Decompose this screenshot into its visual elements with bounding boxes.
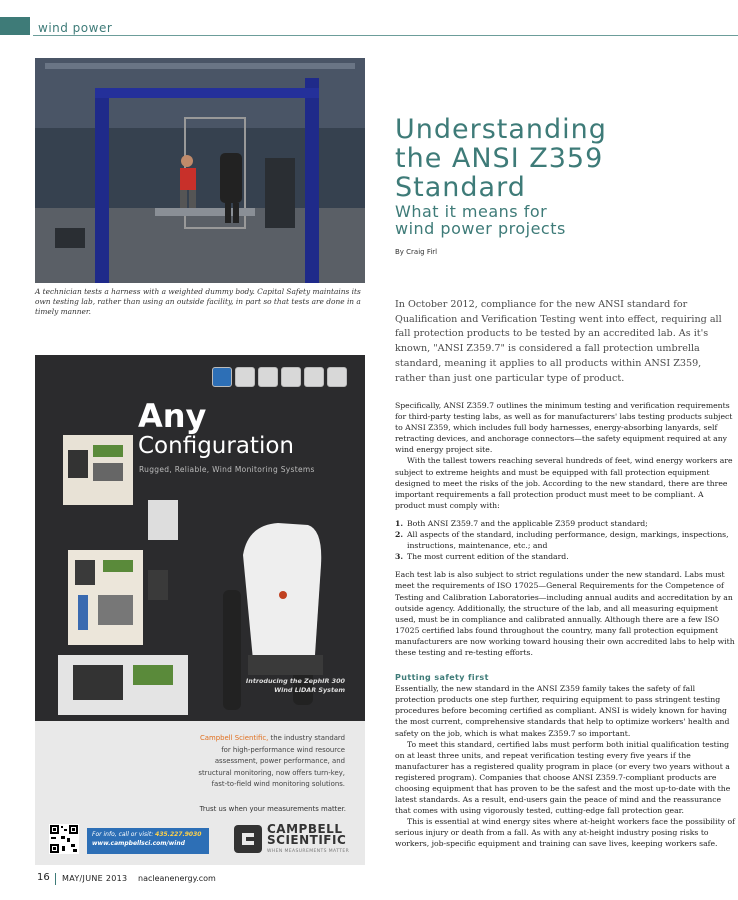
ad-product-illustration	[53, 415, 353, 715]
photo-illustration	[35, 58, 365, 283]
bridge-icon	[327, 367, 347, 387]
list-number: 1.	[395, 518, 404, 528]
cs-logo-line: CAMPBELL	[267, 822, 343, 836]
tower-icon	[304, 367, 324, 387]
requirements-list	[395, 518, 735, 562]
list-text: The most current edition of the standard.	[407, 552, 569, 562]
ad-contact-label: For info, call or visit:	[92, 831, 154, 838]
tools-icon	[258, 367, 278, 387]
site-url[interactable]: nacleanenergy.com	[138, 874, 216, 883]
advertisement[interactable]	[35, 355, 365, 865]
ad-headline-2: Configuration	[138, 433, 294, 459]
ad-product-caption	[230, 677, 345, 695]
article-body	[395, 400, 735, 850]
body-paragraph: With the tallest towers reaching several hundreds of feet, wind energy workers are subject to extreme heights and must be equipped with fall protection equipment designed to meet the risks of the job. According to the new standard, there are three important requirements a fall protection product must meet to be compliant. A product must comply with:	[395, 456, 733, 510]
section-tab	[0, 17, 30, 35]
ad-intro-line: Introducing the ZephIR 300	[245, 677, 345, 685]
wave-icon	[235, 367, 255, 387]
article-subtitle	[395, 203, 735, 237]
photo-caption: A technician tests a harness with a weighted dummy body. Capital Safety maintains its own testing lab, rather than using an outside facility, in part so that tests are done in a timely manner.	[35, 287, 361, 316]
body-paragraph: This is essential at wind energy sites where at-height workers face the possibility of serious injury or death from a fall. As with any at-height industry posing risks to workers, job-specific equipment and training can save lives, keeping workers safe.	[395, 817, 735, 849]
qr-code-icon[interactable]	[49, 824, 79, 854]
section-rule	[33, 35, 738, 36]
ad-intro-line: Wind LiDAR System	[274, 686, 345, 694]
lead-paragraph: In October 2012, compliance for the new ANSI standard for Qualification and Verification Testing went into effect, requiring all fall protection products to be tested by an accredited lab. As it's known, "ANSI Z359.7" is considered a fall protection umbrella standard, meaning it applies to all products within ANSI Z359, rather than just one particular type of product.	[395, 299, 722, 384]
subtitle-line: What it means for	[395, 202, 548, 221]
ad-copy	[195, 733, 345, 791]
cs-logo-icon	[233, 824, 263, 854]
campbell-scientific-logo[interactable]	[233, 824, 353, 860]
body-paragraph: To meet this standard, certified labs must perform both initial qualification testing on at least three units, and repeat verification testing every five years if the manufacturer has a registered quality program in place (or every two years without a registered program). Companies that choose ANSI Z359.7-compliant products are choosing equipment that has proven to be the safest and the most up-to-date with the latest standards. As a result, end-users gain the peace of mind and the reassurance that comes with using vigorously tested, cutting-edge fall protection gear.	[395, 739, 731, 816]
ad-tagline: Rugged, Reliable, Wind Monitoring Systems	[139, 465, 315, 474]
list-number: 3.	[395, 552, 404, 562]
issue-date: MAY/JUNE 2013	[62, 874, 128, 883]
gear-icon	[281, 367, 301, 387]
title-line: Understanding	[395, 114, 607, 145]
byline: By Craig Firl	[395, 248, 438, 256]
title-line: the ANSI Z359	[395, 143, 604, 174]
list-item	[395, 551, 735, 562]
subtitle-line: wind power projects	[395, 219, 566, 238]
list-number: 2.	[395, 530, 404, 540]
ad-info-panel	[35, 721, 365, 865]
list-text: All aspects of the standard, including performance, design, markings, inspections, instructions, maintenance, etc.; and	[407, 530, 729, 551]
footer-divider	[55, 873, 56, 885]
list-text: Both ANSI Z359.7 and the applicable Z359 product standard;	[407, 518, 648, 528]
ad-contact-url[interactable]: www.campbellsci.com/wind	[92, 840, 185, 847]
cs-logo-tagline: WHEN MEASUREMENTS MATTER	[267, 849, 350, 854]
list-item	[395, 529, 735, 551]
article-photo	[35, 58, 365, 283]
cs-logo-text	[267, 824, 346, 846]
wind-icon	[212, 367, 232, 387]
ad-copy-text: the industry standard for high-performance wind resource assessment, power performance, and structural monitoring, now offers turn-key, fast-to-field wind monitoring solutions.	[198, 734, 345, 789]
ad-contact-box[interactable]	[87, 828, 209, 854]
page-number: 16	[37, 872, 50, 883]
title-line: Standard	[395, 172, 526, 203]
body-paragraph: Essentially, the new standard in the ANSI Z359 family takes the safety of fall protection products one step further, requiring equipment to pass stringent testing procedures before becoming certified as compliant. ANSI is widely known for having the most current, comprehensive standards that help to optimize workers' health and safety on the job, which is what makes Z359.7 so important.	[395, 684, 730, 738]
section-subhead: Putting safety first	[395, 673, 489, 683]
ad-contact-row	[92, 830, 204, 839]
ad-trust-line: Trust us when your measurements matter.	[199, 805, 346, 813]
body-paragraph: Specifically, ANSI Z359.7 outlines the minimum testing and verification requirements for third-party testing labs, as well as for manufacturers' labs testing products subject to ANSI Z359, which includes full body harnesses, energy-absorbing lanyards, self retracting devices, and anchorage connectors—the safety equipment required at any wind energy project site.	[395, 401, 733, 455]
cs-logo-line: SCIENTIFIC	[267, 833, 347, 847]
ad-headline: Any	[138, 397, 207, 435]
article-title	[395, 115, 735, 202]
body-paragraph: Each test lab is also subject to strict regulations under the new standard. Labs must meet the requirements of ISO 17025—General Requirements for the Competence of Testing and Calibration Laboratories—including annual audits and accreditation by an outside agency. Additionally, the structure of the lab, and all measuring equipment used, must be in compliance and calibrated annually. Although there are a few ISO 17025 certified labs found throughout the country, many fall protection equipment manufacturers are now working toward housing their own accredited labs to help with these testing and re-testing efforts.	[395, 570, 735, 657]
section-label: wind power	[38, 21, 113, 35]
list-item	[395, 518, 735, 529]
ad-contact-phone: 435.227.9030	[155, 831, 202, 838]
ad-copy-brand: Campbell Scientific,	[199, 734, 269, 742]
ad-icon-row	[212, 367, 347, 387]
